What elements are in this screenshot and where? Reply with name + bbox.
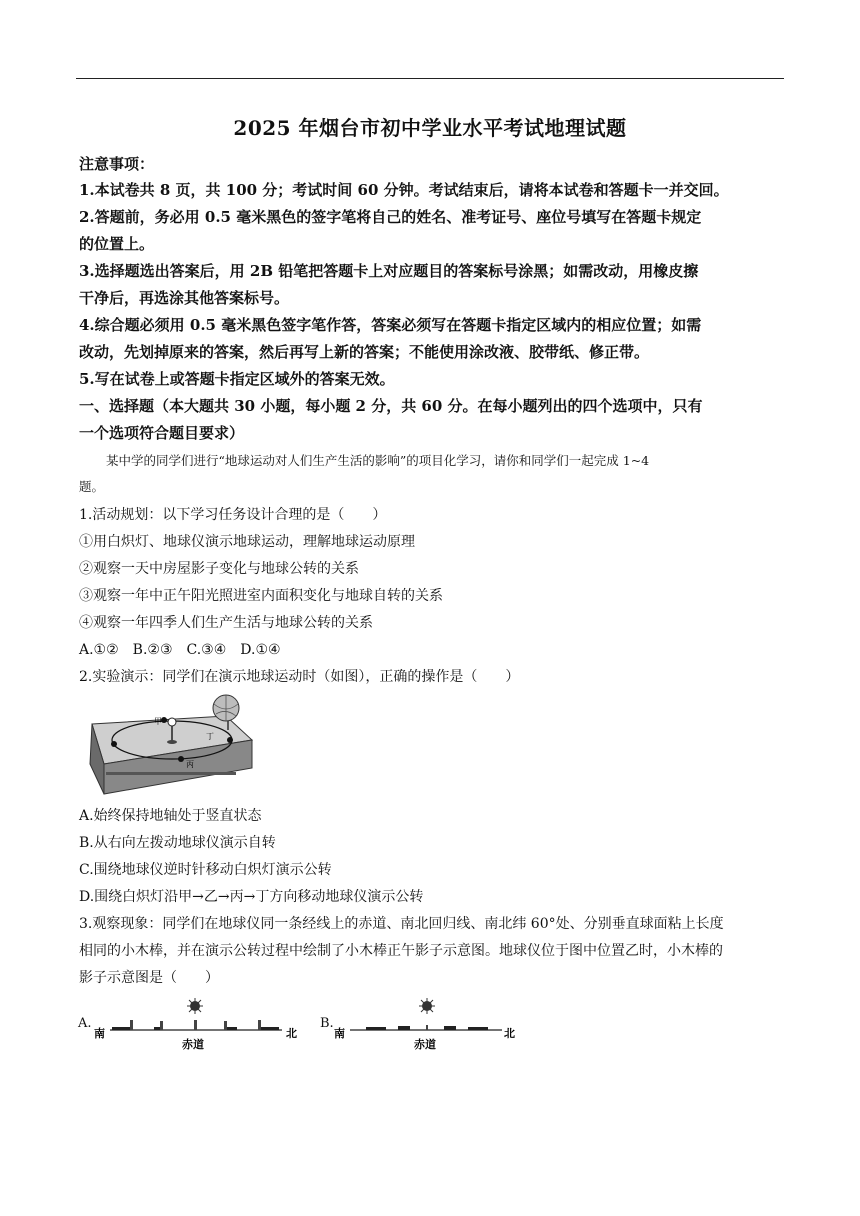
q3-option-a-diagram [90, 996, 310, 1052]
q3-option-a-label: A. [78, 1016, 92, 1031]
q1-item-1: ①用白炽灯、地球仪演示地球运动，理解地球运动原理 [79, 534, 415, 550]
q3-a-north: 北 [286, 1027, 297, 1040]
q3-stem-line-3: 影子示意图是（ ） [79, 970, 219, 986]
notice-line-5: 干净后，再选涂其他答案标号。 [79, 289, 290, 307]
q3-b-south: 南 [334, 1027, 345, 1040]
q3-option-b-diagram [332, 996, 532, 1052]
label-jia: 甲 [154, 717, 162, 726]
section-heading-line-2: 一个选项符合题目要求） [79, 424, 245, 442]
q3-a-south: 南 [94, 1027, 105, 1040]
q2-option-a: A.始终保持地轴处于竖直状态 [79, 808, 262, 824]
notice-line-3: 的位置上。 [79, 235, 155, 253]
label-bing: 丙 [186, 760, 194, 769]
q3-stem-line-1: 3.观察现象：同学们在地球仪同一条经线上的赤道、南北回归线、南北纬 60°处、分别垂直球面粘上长度 [79, 916, 724, 932]
q3-b-equator: 赤道 [414, 1038, 436, 1051]
q3-a-equator: 赤道 [182, 1038, 204, 1051]
q1-options: A.①② B.②③ C.③④ D.①④ [79, 642, 281, 658]
intro-line-1: 某中学的同学们进行“地球运动对人们生产生活的影响”的项目化学习，请你和同学们一起完成 1~4 [106, 453, 650, 468]
q3-stem-line-2: 相同的小木棒，并在演示公转过程中绘制了小木棒正午影子示意图。地球仪位于图中位置乙时，小木棒的 [79, 943, 723, 959]
q2-option-b: B.从右向左拨动地球仪演示自转 [79, 835, 276, 851]
intro-line-2: 题。 [79, 479, 105, 494]
label-ding: 丁 [206, 732, 214, 741]
notice-line-4: 3.选择题选出答案后，用 2B 铅笔把答题卡上对应题目的答案标号涂黑；如需改动，用橡皮擦 [79, 262, 699, 280]
q1-stem: 1.活动规划：以下学习任务设计合理的是（ ） [79, 507, 387, 523]
notice-line-8: 5.写在试卷上或答题卡指定区域外的答案无效。 [79, 370, 395, 388]
notice-line-2: 2.答题前，务必用 0.5 毫米黑色的签字笔将自己的姓名、准考证号、座位号填写在答题卡规定 [79, 208, 702, 226]
notice-line-6: 4.综合题必须用 0.5 毫米黑色签字笔作答，答案必须写在答题卡指定区域内的相应位置；如需 [79, 316, 702, 334]
q2-option-d: D.围绕白炽灯沿甲→乙→丙→丁方向移动地球仪演示公转 [79, 889, 424, 905]
page-title: 2025 年烟台市初中学业水平考试地理试题 [233, 116, 627, 140]
notice-line-7: 改动，先划掉原来的答案，然后再写上新的答案；不能使用涂改液、胶带纸、修正带。 [79, 343, 650, 361]
q1-item-4: ④观察一年四季人们生产生活与地球公转的关系 [79, 615, 373, 631]
q1-item-2: ②观察一天中房屋影子变化与地球公转的关系 [79, 561, 359, 577]
notice-heading: 注意事项： [79, 155, 155, 173]
notice-line-1: 1.本试卷共 8 页，共 100 分；考试时间 60 分钟。考试结束后，请将本试卷和答题卡一并交回。 [79, 181, 729, 199]
q3-b-north: 北 [504, 1027, 515, 1040]
q3-option-b-label: B. [320, 1016, 334, 1031]
q2-orbit-figure [86, 694, 256, 796]
section-heading-line-1: 一、选择题（本大题共 30 小题，每小题 2 分，共 60 分。在每小题列出的四个选项中，只有 [79, 397, 703, 415]
header-rule [76, 78, 784, 79]
q1-item-3: ③观察一年中正午阳光照进室内面积变化与地球自转的关系 [79, 588, 443, 604]
q2-stem: 2.实验演示：同学们在演示地球运动时（如图），正确的操作是（ ） [79, 669, 520, 685]
q2-option-c: C.围绕地球仪逆时针移动白炽灯演示公转 [79, 862, 332, 878]
